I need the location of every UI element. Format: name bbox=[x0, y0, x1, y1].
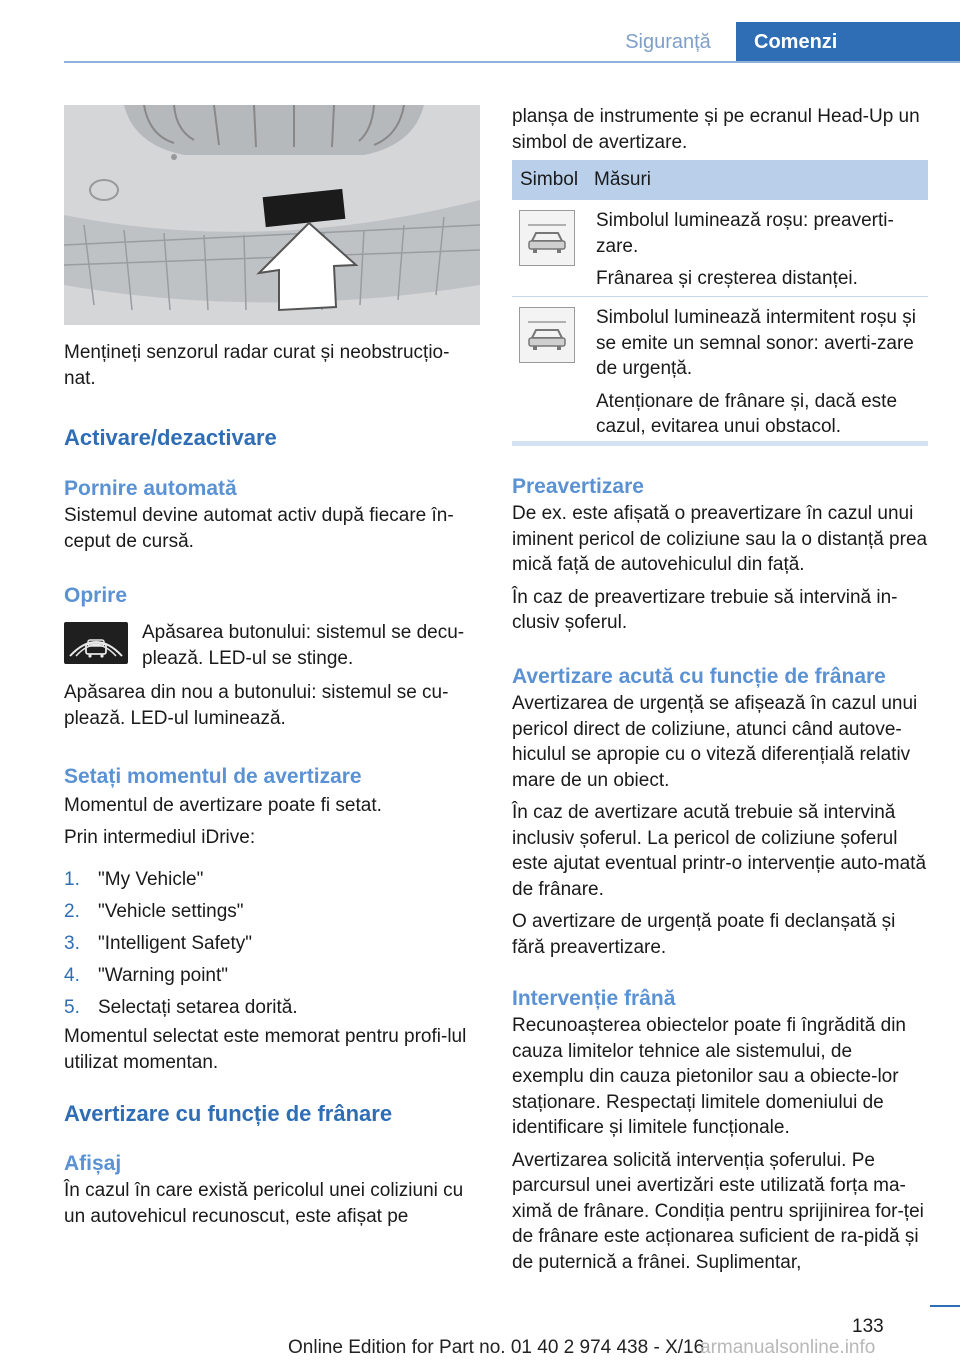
heading-activate: Activare/dezactivare bbox=[64, 425, 277, 450]
heading-stop: Oprire bbox=[64, 584, 128, 607]
col-measures-header: Măsuri bbox=[594, 169, 652, 190]
heading-brake-warning: Avertizare cu funcție de frânare bbox=[64, 1101, 393, 1126]
header-chapter-tab[interactable]: Comenzi bbox=[736, 22, 960, 62]
heading-brake-intervention: Intervenție frână bbox=[512, 987, 676, 1010]
radar-sensor-photo bbox=[64, 105, 480, 325]
table-bottom-rule bbox=[512, 441, 928, 446]
list-item: 5. Selectați setarea dorită. bbox=[64, 997, 298, 1018]
set-text-1: Momentul de avertizare poate fi setat. bbox=[64, 795, 382, 816]
set-text-2: Prin intermediul iDrive: bbox=[64, 826, 256, 848]
radar-button-icon bbox=[64, 622, 128, 664]
display-text: În cazul în care există pericolul unei coliziuni cu un autovehicul recunoscut, este afișat pe bbox=[64, 1180, 464, 1227]
pre-text-1: De ex. este afișată o preavertizare în cazul unui iminent pericol de coliziune sau la o distanță prea mică față de autovehiculul din față. bbox=[512, 503, 928, 575]
photo-caption: Mențineți senzorul radar curat și neobstrucțio-nat. bbox=[64, 342, 450, 389]
brake-text-2: Avertizarea solicită intervenția șoferului. Pe parcursul unei avertizări este utilizată forța ma-ximă de frânare. Condiția pentru sprijinirea for-ței de frânare este acționarea suficient de ra-pidă și de puternică a frânei. Suplimentar, bbox=[512, 1149, 924, 1273]
table-header bbox=[512, 160, 928, 200]
warning-symbol-table bbox=[512, 160, 928, 446]
pre-text-2: În caz de preavertizare trebuie să intervină in-clusiv șoferul. bbox=[512, 586, 898, 633]
car-warning-icon bbox=[519, 210, 575, 266]
row2-line2: Atenționare de frânare și, dacă este cazul, evitarea unui obstacol. bbox=[596, 390, 898, 437]
page-number: 133 bbox=[852, 1316, 884, 1337]
idrive-steps-list bbox=[64, 867, 480, 1027]
auto-start-text: Sistemul devine automat activ după fiecare în-ceput de cursă. bbox=[64, 505, 454, 552]
list-item: 1. "My Vehicle" bbox=[64, 869, 204, 890]
set-text-3: Momentul selectat este memorat pentru profi-lul utilizat momentan. bbox=[64, 1026, 467, 1073]
car-warning-icon bbox=[519, 307, 575, 363]
footer-watermark: armanualsonline.info bbox=[700, 1337, 876, 1358]
footer-edition: Online Edition for Part no. 01 40 2 974 438 - X/16 bbox=[288, 1337, 705, 1358]
row2-line1: Simbolul luminează intermitent roșu și se emite un semnal sonor: averti-zare de urgență. bbox=[596, 307, 916, 379]
col-symbol-header: Simbol bbox=[520, 169, 579, 190]
header-rule bbox=[64, 61, 960, 63]
heading-auto-start: Pornire automată bbox=[64, 477, 237, 500]
right-intro: planșa de instrumente și pe ecranul Head-Up un simbol de avertizare. bbox=[512, 106, 920, 153]
stop-button-text-2: Apăsarea din nou a butonului: sistemul se cu-plează. LED-ul luminează. bbox=[64, 682, 449, 729]
acute-text-3: O avertizare de urgență poate fi declanșată și fără preavertizare. bbox=[512, 911, 896, 958]
row1-line1: Simbolul luminează roșu: preaverti-zare. bbox=[596, 210, 894, 257]
acute-text-2: În caz de avertizare acută trebuie să intervină inclusiv șoferul. La pericol de coliziune șoferul este ajutat eventual printr-o intervenție auto-mată de frânare. bbox=[512, 802, 927, 900]
stop-button-text: Apăsarea butonului: sistemul se decu-plează. LED-ul se stinge. bbox=[142, 622, 465, 669]
acute-text-1: Avertizarea de urgență se afișează în cazul unui pericol direct de coliziune, atunci când autove-hiculul se apropie cu o viteză diferențială relativ mare de un obiect. bbox=[512, 693, 918, 791]
table-row bbox=[512, 200, 928, 297]
footer-rule bbox=[930, 1305, 960, 1307]
row1-line2: Frânarea și creșterea distanței. bbox=[596, 268, 858, 289]
car-front-bumper-illustration bbox=[64, 105, 480, 325]
table-row bbox=[512, 297, 928, 441]
heading-display: Afișaj bbox=[64, 1152, 122, 1175]
heading-pre-warning: Preavertizare bbox=[512, 475, 644, 498]
header-section-tab[interactable]: Siguranță bbox=[625, 30, 711, 53]
heading-acute-warning: Avertizare acută cu funcție de frânare bbox=[512, 665, 886, 688]
heading-set-warning-time: Setați momentul de avertizare bbox=[64, 765, 362, 788]
list-item: 2. "Vehicle settings" bbox=[64, 901, 244, 922]
list-item: 3. "Intelligent Safety" bbox=[64, 933, 252, 954]
brake-text-1: Recunoașterea obiectelor poate fi îngrădită din cauza limitelor tehnice ale sistemului, de exemplu din cauza pietonilor sau a obiecte-lor staționare. Respectați limitele domeniului de identificare și limitele funcționale. bbox=[512, 1015, 906, 1138]
list-item: 4. "Warning point" bbox=[64, 965, 229, 986]
left-column bbox=[64, 340, 480, 391]
